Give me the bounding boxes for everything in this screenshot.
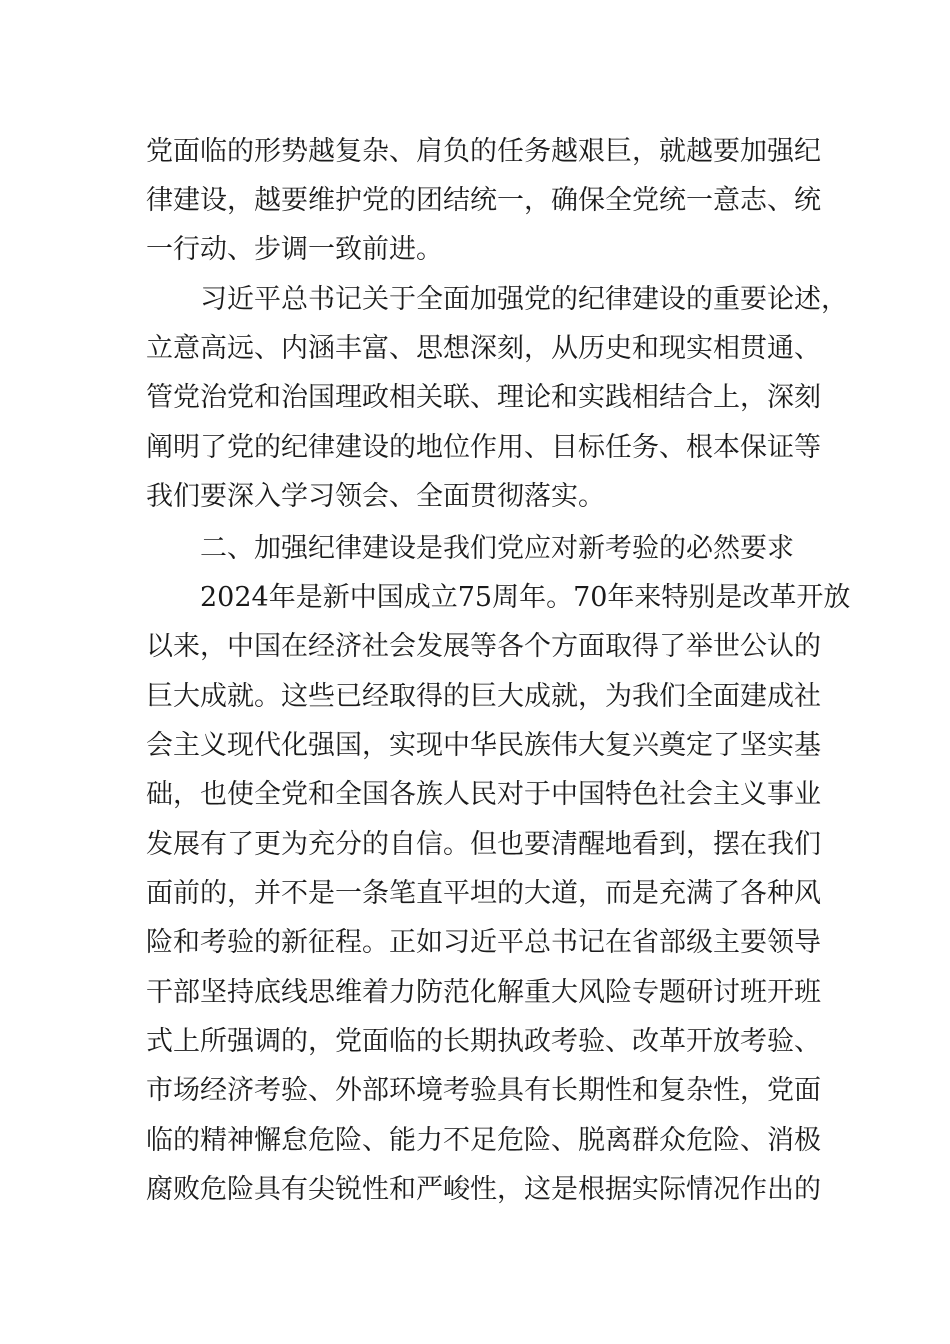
- text-line-content: 阐明了党的纪律建设的地位作用、目标任务、根本保证等: [146, 432, 821, 463]
- text-line-content: 巨大成就。这些已经取得的巨大成就，为我们全面建成社: [146, 681, 821, 712]
- text-line: [0, 869, 950, 919]
- text-line: [0, 373, 950, 423]
- text-line-content: 以来，中国在经济社会发展等各个方面取得了举世公认的: [146, 631, 821, 662]
- text-line-content: 律建设，越要维护党的团结统一，确保全党统一意志、统: [146, 185, 821, 216]
- text-line-content: 党面临的形势越复杂、肩负的任务越艰巨，就越要加强纪: [146, 136, 821, 167]
- text-line: [0, 472, 950, 522]
- text-line: [0, 1165, 950, 1215]
- text-line: [0, 1116, 950, 1166]
- text-line: [0, 672, 950, 722]
- text-line-content: 管党治党和治国理政相关联、理论和实践相结合上，深刻: [146, 382, 821, 413]
- text-line-content: 式上所强调的，党面临的长期执政考验、改革开放考验、: [146, 1026, 821, 1057]
- text-line: [0, 1017, 950, 1067]
- section-heading-text: 二、加强纪律建设是我们党应对新考验的必然要求: [200, 533, 794, 564]
- text-line-content: 我们要深入学习领会、全面贯彻落实。: [146, 481, 605, 512]
- text-line-content: 发展有了更为充分的自信。但也要清醒地看到，摆在我们: [146, 829, 821, 860]
- text-line: [0, 176, 950, 226]
- text-line: [0, 127, 950, 177]
- text-line-content: 2024年是新中国成立75周年。70年来特别是改革开放: [200, 582, 851, 613]
- text-line: [0, 770, 950, 820]
- text-line-content: 腐败危险具有尖锐性和严峻性，这是根据实际情况作出的: [146, 1174, 821, 1205]
- text-line: [0, 721, 950, 771]
- text-line: [0, 1066, 950, 1116]
- text-line-content: 立意高远、内涵丰富、思想深刻，从历史和现实相贯通、: [146, 333, 821, 364]
- text-line: [0, 968, 950, 1018]
- text-line-content: 础，也使全党和全国各族人民对于中国特色社会主义事业: [146, 779, 821, 810]
- text-line-content: 临的精神懈怠危险、能力不足危险、脱离群众危险、消极: [146, 1125, 821, 1156]
- text-line-content: 一行动、步调一致前进。: [146, 234, 443, 265]
- text-line-content: 面前的，并不是一条笔直平坦的大道，而是充满了各种风: [146, 878, 821, 909]
- text-line-content: 干部坚持底线思维着力防范化解重大风险专题研讨班开班: [146, 977, 821, 1008]
- text-line-content: 险和考验的新征程。正如习近平总书记在省部级主要领导: [146, 927, 821, 958]
- text-line: [0, 820, 950, 870]
- text-line: [0, 275, 950, 325]
- text-line: [0, 324, 950, 374]
- section-heading: [0, 524, 950, 574]
- text-line: [0, 423, 950, 473]
- text-line-content: 市场经济考验、外部环境考验具有长期性和复杂性，党面: [146, 1075, 821, 1106]
- text-line: [0, 225, 950, 275]
- text-line-content: 习近平总书记关于全面加强党的纪律建设的重要论述，: [200, 284, 848, 315]
- text-line: [0, 573, 950, 623]
- text-line: [0, 622, 950, 672]
- text-line-content: 会主义现代化强国，实现中华民族伟大复兴奠定了坚实基: [146, 730, 821, 761]
- text-line: [0, 918, 950, 968]
